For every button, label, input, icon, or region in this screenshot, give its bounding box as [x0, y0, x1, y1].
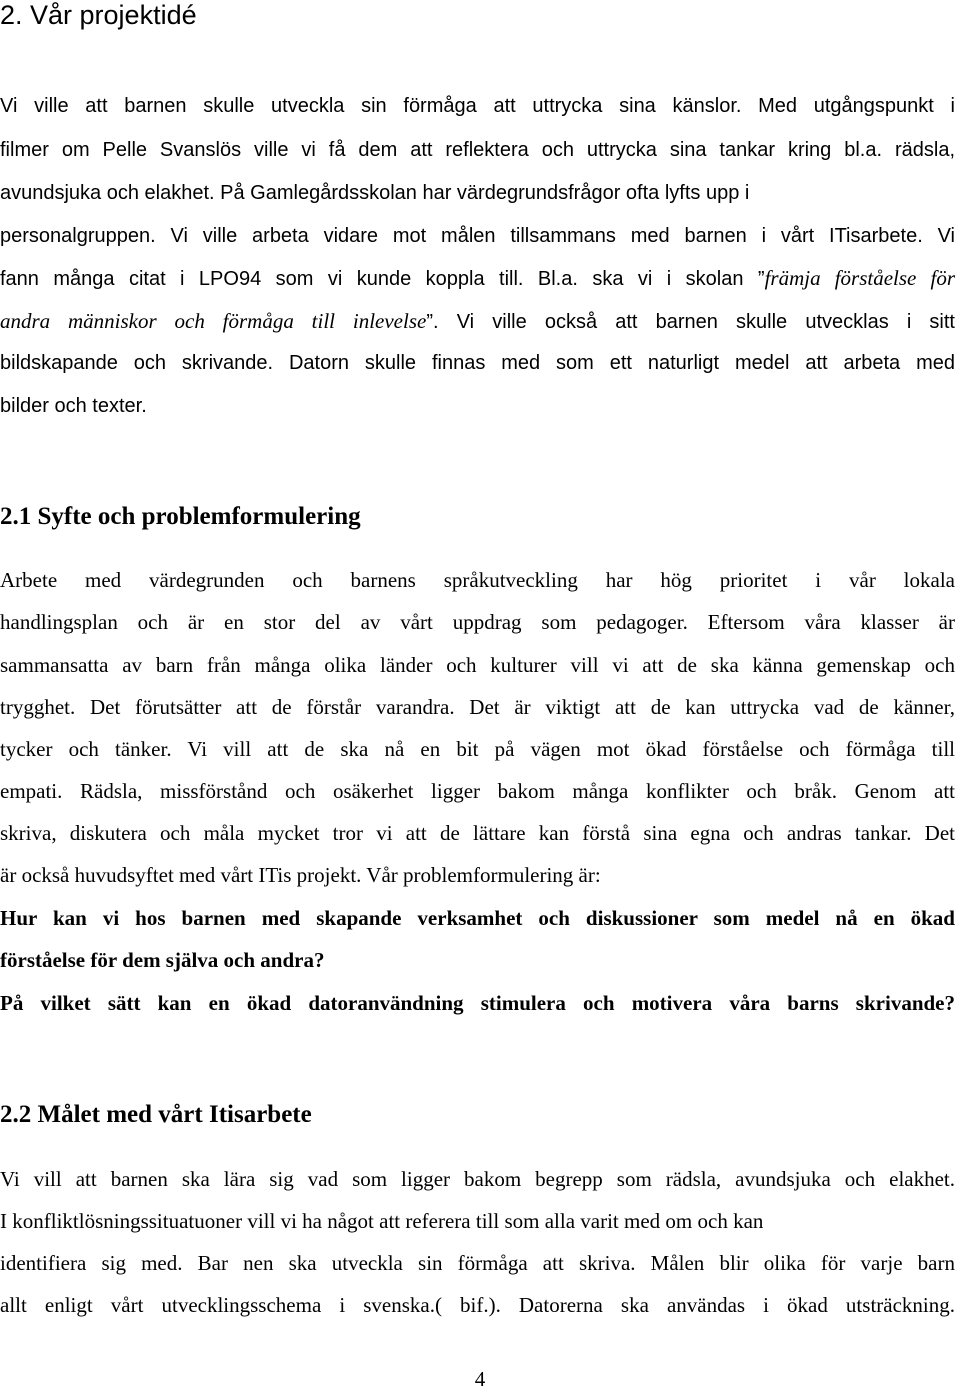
paragraph-line: bilder och texter. [0, 395, 147, 417]
paragraph-line-with-quote [0, 308, 955, 335]
paragraph-line: tycker och tänker. Vi vill att de ska nå en bit på vägen mot ökad förståelse och förmåga till [0, 737, 955, 761]
paragraph-line: Vi ville att barnen skulle utveckla sin förmåga att uttrycka sina känslor. Med utgångspunkt i [0, 95, 955, 117]
section-heading-2: 2. Vår projektidé [0, 0, 197, 30]
paragraph-line: handlingsplan och är en stor del av vårt uppdrag som pedagoger. Eftersom våra klasser är [0, 610, 955, 634]
paragraph-line: Vi vill att barnen ska lära sig vad som ligger bakom begrepp som rädsla, avundsjuka och elakhet. [0, 1167, 955, 1191]
problem-statement-line: Hur kan vi hos barnen med skapande verksamhet och diskussioner som medel nå en ökad [0, 906, 955, 930]
paragraph-text: ”. Vi ville också att barnen skulle utvecklas i sitt [426, 311, 955, 333]
paragraph-line: skriva, diskutera och måla mycket tror vi att de lättare kan förstå sina egna och andras tankar. Det [0, 821, 955, 845]
paragraph-line: identifiera sig med. Bar nen ska utveckla sin förmåga att skriva. Målen blir olika för varje barn [0, 1251, 955, 1275]
paragraph-text: fann många citat i LPO94 som vi kunde koppla till. Bl.a. ska vi i skolan ” [0, 268, 765, 290]
paragraph-line-with-quote [0, 265, 955, 292]
paragraph-line: I konfliktlösningssituatuoner vill vi ha något att referera till som alla varit med om och kan [0, 1209, 764, 1233]
paragraph-line: bildskapande och skrivande. Datorn skulle finnas med som ett naturligt medel att arbeta med [0, 352, 955, 374]
paragraph-line: empati. Rädsla, missförstånd och osäkerhet ligger bakom många konflikter och bråk. Genom att [0, 779, 955, 803]
paragraph-line: är också huvudsyftet med vårt ITis projekt. Vår problemformulering är: [0, 863, 601, 887]
section-heading-2-2: 2.2 Målet med vårt Itisarbete [0, 1101, 312, 1128]
problem-statement-line: förståelse för dem själva och andra? [0, 948, 325, 972]
paragraph-line: trygghet. Det förutsätter att de förstår varandra. Det är viktigt att de kan uttrycka vad de känner, [0, 695, 955, 719]
paragraph-line: personalgruppen. Vi ville arbeta vidare mot målen tillsammans med barnen i vårt ITisarbete. Vi [0, 225, 955, 247]
paragraph-line: avundsjuka och elakhet. På Gamlegårdsskolan har värdegrundsfrågor ofta lyfts upp i [0, 182, 750, 204]
paragraph-line: sammansatta av barn från många olika länder och kulturer vill vi att de ska känna gemenskap och [0, 653, 955, 677]
problem-statement-line: På vilket sätt kan en ökad datoranvändning stimulera och motivera våra barns skrivande? [0, 991, 955, 1015]
section-heading-2-1: 2.1 Syfte och problemformulering [0, 503, 361, 530]
paragraph-line: Arbete med värdegrunden och barnens språkutveckling har hög prioritet i vår lokala [0, 568, 955, 592]
quote-text: andra människor och förmåga till inlevelse [0, 309, 427, 333]
page-number: 4 [474, 1367, 486, 1391]
paragraph-line: filmer om Pelle Svanslös ville vi få dem att reflektera och uttrycka sina tankar kring bl.a. rädsla, [0, 139, 955, 161]
paragraph-line: allt enligt vårt utvecklingsschema i svenska.( bif.). Datorerna ska användas i ökad utsträckning. [0, 1293, 955, 1317]
quote-text: främja förståelse för [764, 266, 955, 290]
